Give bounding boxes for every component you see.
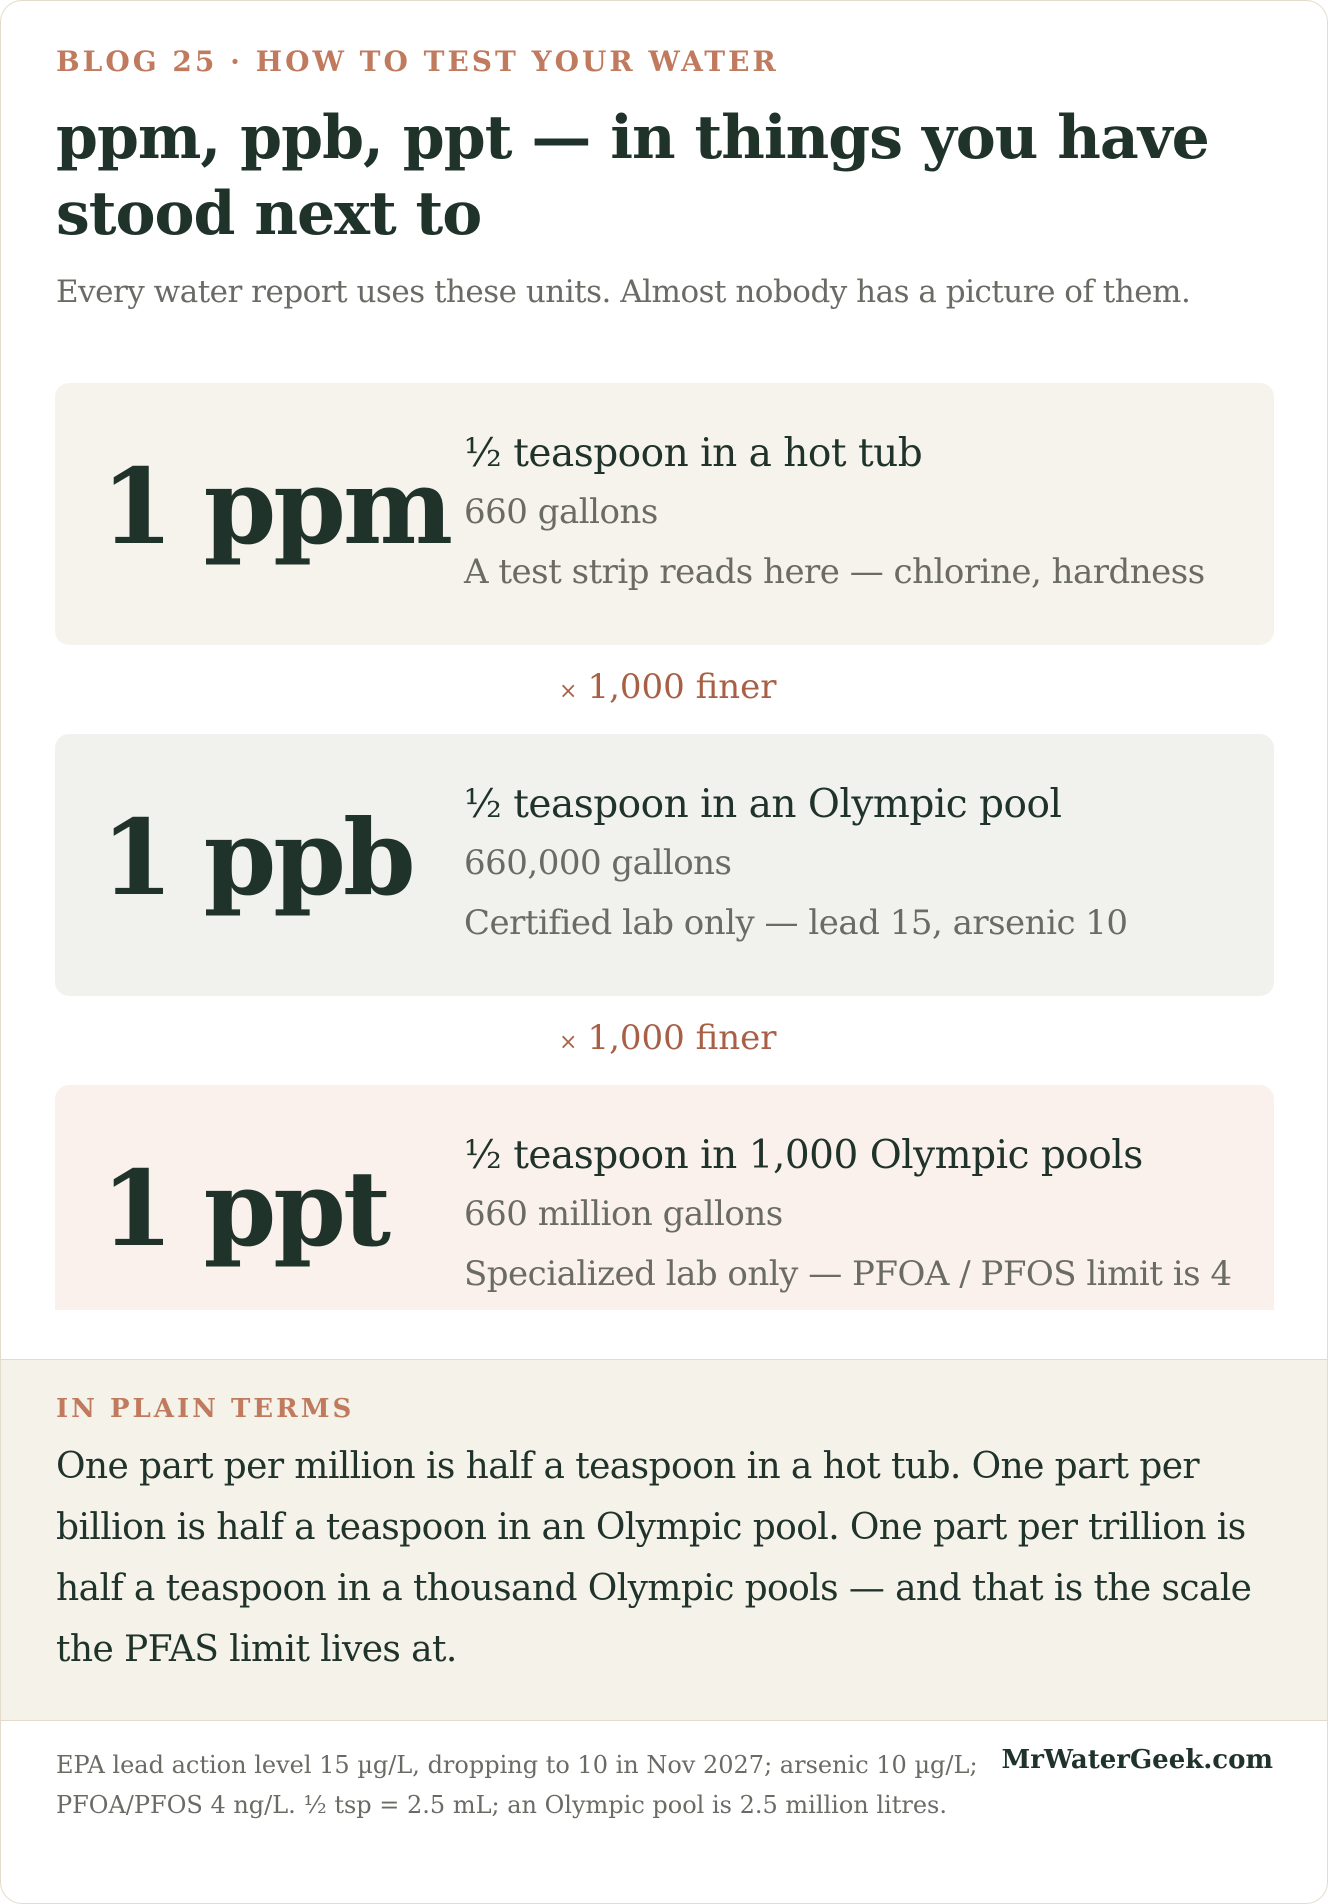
unit-analogy: ½ teaspoon in an Olympic pool (464, 782, 1062, 827)
unit-testing-note: Certified lab only — lead 15, arsenic 10 (464, 903, 1128, 943)
unit-card-ppm (55, 383, 1274, 645)
page-title: ppm, ppb, ppt — in things you have stood next to (56, 103, 1209, 249)
unit-card-ppb (55, 734, 1274, 996)
unit-description (464, 431, 1205, 592)
source-footnote: EPA lead action level 15 µg/L, dropping to 10 in Nov 2027; arsenic 10 µg/L; PFOA/PFOS 4 ng/L. ½ tsp = 2.5 mL; an Olympic pool is 2.5 million litres. (56, 1751, 978, 1819)
separator-text: 1,000 finer (587, 667, 777, 707)
unit-description (464, 1133, 1232, 1294)
unit-label: 1 ppm (101, 445, 451, 568)
scale-separator (559, 667, 777, 707)
unit-analogy: ½ teaspoon in 1,000 Olympic pools (464, 1133, 1143, 1178)
unit-testing-note: Specialized lab only — PFOA / PFOS limit is 4 (464, 1254, 1232, 1294)
times-icon: × (559, 679, 578, 704)
series-eyebrow: BLOG 25 · HOW TO TEST YOUR WATER (56, 45, 779, 78)
separator-text: 1,000 finer (587, 1018, 777, 1058)
times-icon: × (559, 1030, 578, 1055)
unit-volume: 660,000 gallons (464, 843, 732, 883)
plain-terms-section (1, 1359, 1327, 1721)
unit-testing-note: A test strip reads here — chlorine, hardness (464, 552, 1205, 592)
unit-volume: 660 gallons (464, 492, 658, 532)
plain-terms-body: One part per million is half a teaspoon in a hot tub. One part per billion is half a teaspoon in an Olympic pool. One part per trillion is half a teaspoon in a thousand Olympic pools — and that is the scale the PFAS limit lives at. (56, 1446, 1252, 1670)
page-subtitle: Every water report uses these units. Almost nobody has a picture of them. (56, 274, 1191, 310)
unit-volume: 660 million gallons (464, 1194, 783, 1234)
unit-label: 1 ppt (101, 1147, 389, 1270)
brand-link[interactable]: MrWaterGeek.com (1001, 1745, 1273, 1775)
unit-analogy: ½ teaspoon in a hot tub (464, 431, 923, 476)
unit-label: 1 ppb (101, 796, 413, 919)
unit-description (464, 782, 1128, 943)
header (56, 45, 1276, 310)
scale-separator (559, 1018, 777, 1058)
unit-card-ppt (55, 1085, 1274, 1310)
plain-terms-heading: IN PLAIN TERMS (56, 1394, 355, 1424)
